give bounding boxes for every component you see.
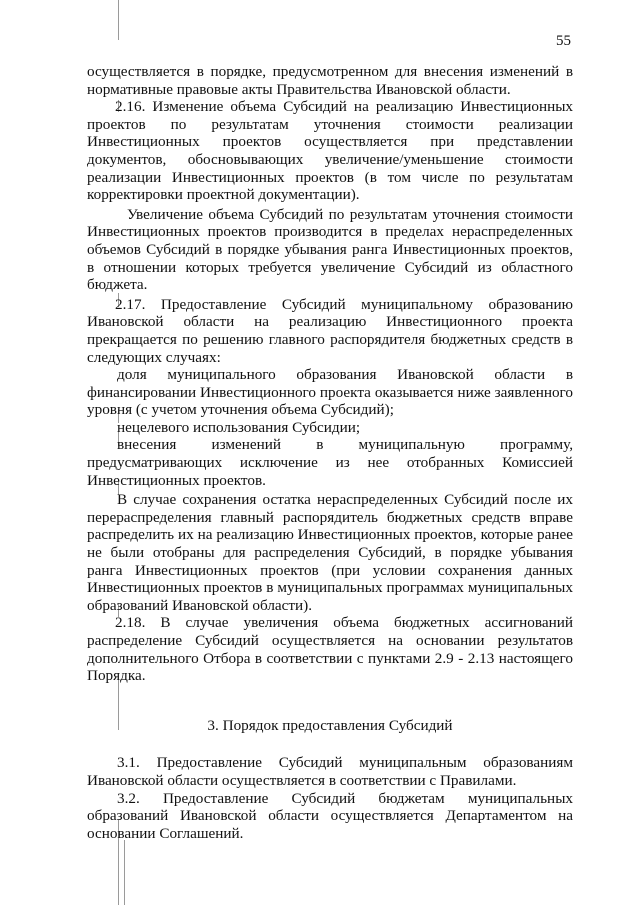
scan-artifact xyxy=(124,840,125,905)
paragraph-3-2: 3.2. Предоставление Субсидий бюджетам муниципальных образований Ивановской области осуществляется Департаментом на основании Соглашений. xyxy=(87,789,573,842)
paragraph-2-17: 2.17. Предоставление Субсидий муниципальному образованию Ивановской области на реализацию Инвестиционного проекта прекращается по решению главного распорядителя бюджетных средств в следующих случаях: xyxy=(87,295,573,366)
section-heading: 3. Порядок предоставления Субсидий xyxy=(207,716,453,734)
paragraph-subsidy-increase: Увеличение объема Субсидий по результатам уточнения стоимости Инвестиционных проектов производится в пределах нераспределенных объемов Субсидий в порядке убывания ранга Инвестиционных проектов, в отношении которых требуется увеличение Субсидий из областного бюджета. xyxy=(87,205,573,294)
page-number: 55 xyxy=(556,33,571,49)
list-item-program-change: внесения изменений в муниципальную программу, предусматривающих исключение из нее отобранных Комиссией Инвестиционных проектов. xyxy=(87,436,573,489)
scan-artifact xyxy=(118,0,119,40)
paragraph-2-18: 2.18. В случае увеличения объема бюджетных ассигнований распределение Субсидий осуществляется на основании результатов дополнительного Отбора в соответствии с пунктами 2.9 - 2.13 настоящего Порядка. xyxy=(87,614,573,685)
paragraph-2-16: 2.16. Изменение объема Субсидий на реализацию Инвестиционных проектов по результатам уточнения стоимости реализации Инвестиционных проектов осуществляется при представлении документов, обосновывающих увеличение/уменьшение стоимости реализации Инвестиционных проектов (в том числе по результатам корректировки проектной документации). xyxy=(87,98,573,204)
document-body xyxy=(87,63,573,842)
paragraph-3-1: 3.1. Предоставление Субсидий муниципальным образованиям Ивановской области осуществляется в соответствии с Правилами. xyxy=(87,754,573,789)
paragraph-continuation: осуществляется в порядке, предусмотренном для внесения изменений в нормативные правовые акты Правительства Ивановской области. xyxy=(87,63,573,98)
list-item-misuse: нецелевого использования Субсидии; xyxy=(117,418,361,436)
paragraph-remaining-subsidies: В случае сохранения остатка нераспределенных Субсидий после их перераспределения главный распорядитель бюджетных средств вправе распределить их на реализацию Инвестиционных проектов, которые ранее не были отобраны для распределения Субсидий, в порядке убывания ранга Инвестиционных проектов (при условии сохранения данных Инвестиционных проектов в муниципальных программах муниципальных образований Ивановской области). xyxy=(87,491,573,614)
list-item-share: доля муниципального образования Ивановской области в финансировании Инвестиционного проекта оказывается ниже заявленного уровня (с учетом уточнения объема Субсидий); xyxy=(87,366,573,419)
